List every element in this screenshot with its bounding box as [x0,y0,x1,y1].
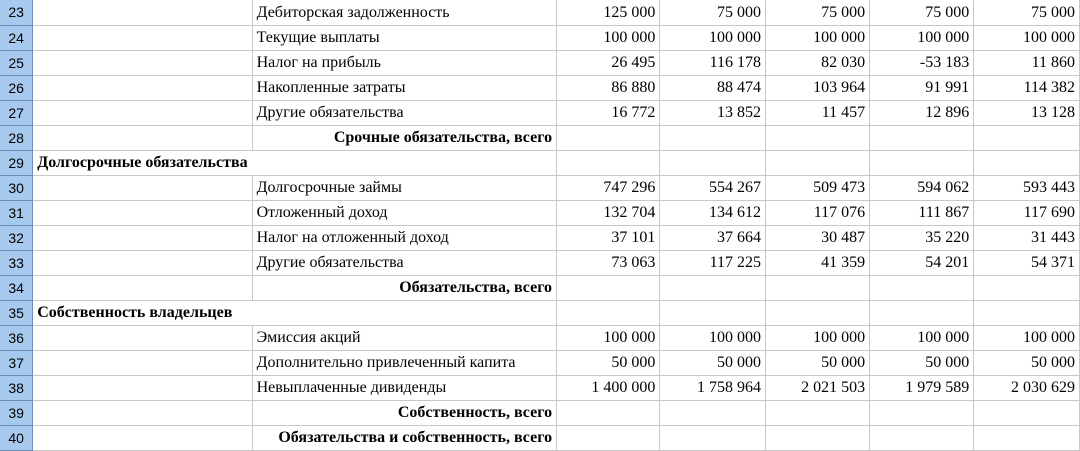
sheet-row [0,201,1080,226]
value-cell[interactable] [974,401,1080,426]
value-cell[interactable] [660,426,766,451]
empty-cell[interactable] [33,126,252,151]
value-cell[interactable]: 31 443 [974,226,1080,251]
value-cell[interactable] [660,126,766,151]
value-cell[interactable]: 11 860 [974,51,1080,76]
empty-cell[interactable] [252,151,556,176]
row-header[interactable]: 26 [0,76,33,101]
sheet-row [0,176,1080,201]
total-label-cell[interactable]: Собственность, всего [252,401,556,426]
value-cell[interactable]: 100 000 [660,26,766,51]
value-cell[interactable]: 100 000 [660,326,766,351]
row-header[interactable]: 37 [0,351,33,376]
value-cell[interactable]: 54 371 [974,251,1080,276]
value-cell[interactable]: 50 000 [870,351,974,376]
empty-cell[interactable] [33,276,252,301]
value-cell[interactable]: 114 382 [974,76,1080,101]
section-header-cell[interactable]: Долгосрочные обязательства [33,151,252,176]
line-label-cell[interactable]: Налог на прибыль [252,51,556,76]
value-cell[interactable] [660,276,766,301]
value-cell[interactable] [557,126,660,151]
value-cell[interactable] [974,426,1080,451]
row-header[interactable]: 25 [0,51,33,76]
value-cell[interactable]: 50 000 [557,351,660,376]
total-label-cell[interactable]: Обязательства, всего [252,276,556,301]
sheet-row [0,351,1080,376]
value-cell[interactable]: 75 000 [660,0,766,26]
row-header[interactable]: 33 [0,251,33,276]
value-cell[interactable]: 100 000 [557,326,660,351]
empty-cell[interactable] [33,426,252,451]
value-cell[interactable] [766,426,870,451]
value-cell[interactable] [870,151,974,176]
empty-cell[interactable] [33,176,252,201]
value-cell[interactable]: 1 979 589 [870,376,974,401]
line-label-cell[interactable]: Эмиссия акций [252,326,556,351]
value-cell[interactable] [766,301,870,326]
value-cell[interactable]: 100 000 [974,26,1080,51]
empty-cell[interactable] [33,201,252,226]
value-cell[interactable]: 100 000 [870,326,974,351]
value-cell[interactable]: 54 201 [870,251,974,276]
empty-cell[interactable] [33,101,252,126]
total-label-cell[interactable]: Срочные обязательства, всего [252,126,556,151]
total-label-cell[interactable]: Обязательства и собственность, всего [252,426,556,451]
value-cell[interactable] [870,401,974,426]
row-header[interactable]: 39 [0,401,33,426]
value-cell[interactable] [870,276,974,301]
sheet-row [0,26,1080,51]
empty-cell[interactable] [33,376,252,401]
line-label-cell[interactable]: Другие обязательства [252,251,556,276]
value-cell[interactable]: 12 896 [870,101,974,126]
value-cell[interactable]: 30 487 [766,226,870,251]
row-header[interactable]: 35 [0,301,33,326]
value-cell[interactable]: 117 225 [660,251,766,276]
value-cell[interactable]: 75 000 [766,0,870,26]
value-cell[interactable]: 50 000 [660,351,766,376]
empty-cell[interactable] [33,76,252,101]
value-cell[interactable]: 37 101 [557,226,660,251]
sheet-row [0,376,1080,401]
value-cell[interactable]: 37 664 [660,226,766,251]
row-header[interactable]: 32 [0,226,33,251]
line-label-cell[interactable]: Другие обязательства [252,101,556,126]
row-header[interactable]: 28 [0,126,33,151]
sheet-row [0,151,1080,176]
sheet-row [0,401,1080,426]
value-cell[interactable] [974,276,1080,301]
value-cell[interactable]: 100 000 [870,26,974,51]
line-label-cell[interactable]: Дебиторская задолженность [252,0,556,26]
value-cell[interactable]: 594 062 [870,176,974,201]
value-cell[interactable]: 100 000 [974,326,1080,351]
sheet-row [0,426,1080,451]
sheet-row [0,0,1080,26]
empty-cell[interactable] [252,301,556,326]
value-cell[interactable]: 11 457 [766,101,870,126]
value-cell[interactable] [974,301,1080,326]
value-cell[interactable]: 50 000 [974,351,1080,376]
sheet-row [0,76,1080,101]
value-cell[interactable] [557,276,660,301]
empty-cell[interactable] [33,326,252,351]
value-cell[interactable]: 75 000 [870,0,974,26]
value-cell[interactable]: -53 183 [870,51,974,76]
section-header-cell[interactable]: Собственность владельцев [33,301,252,326]
value-cell[interactable] [557,426,660,451]
value-cell[interactable] [974,151,1080,176]
row-header[interactable]: 27 [0,101,33,126]
value-cell[interactable]: 100 000 [766,26,870,51]
line-label-cell[interactable]: Текущие выплаты [252,26,556,51]
line-label-cell[interactable]: Дополнительно привлеченный капита [252,351,556,376]
value-cell[interactable] [766,151,870,176]
value-cell[interactable] [660,401,766,426]
row-header[interactable]: 23 [0,0,33,26]
value-cell[interactable] [660,151,766,176]
value-cell[interactable] [974,126,1080,151]
row-header[interactable]: 31 [0,201,33,226]
empty-cell[interactable] [33,251,252,276]
value-cell[interactable]: 111 867 [870,201,974,226]
value-cell[interactable] [557,401,660,426]
value-cell[interactable]: 100 000 [557,26,660,51]
empty-cell[interactable] [33,401,252,426]
value-cell[interactable] [557,151,660,176]
value-cell[interactable]: 593 443 [974,176,1080,201]
value-cell[interactable] [660,301,766,326]
value-cell[interactable]: 50 000 [766,351,870,376]
value-cell[interactable]: 35 220 [870,226,974,251]
value-cell[interactable]: 2 030 629 [974,376,1080,401]
value-cell[interactable]: 41 359 [766,251,870,276]
value-cell[interactable]: 747 296 [557,176,660,201]
value-cell[interactable] [870,126,974,151]
value-cell[interactable]: 82 030 [766,51,870,76]
value-cell[interactable]: 134 612 [660,201,766,226]
value-cell[interactable] [557,301,660,326]
row-header[interactable]: 36 [0,326,33,351]
value-cell[interactable]: 117 076 [766,201,870,226]
empty-cell[interactable] [33,0,252,26]
value-cell[interactable] [766,126,870,151]
value-cell[interactable]: 554 267 [660,176,766,201]
line-label-cell[interactable]: Долгосрочные займы [252,176,556,201]
empty-cell[interactable] [33,351,252,376]
value-cell[interactable]: 13 128 [974,101,1080,126]
value-cell[interactable] [766,401,870,426]
value-cell[interactable]: 100 000 [766,326,870,351]
value-cell[interactable]: 16 772 [557,101,660,126]
value-cell[interactable] [870,301,974,326]
value-cell[interactable]: 103 964 [766,76,870,101]
sheet-row [0,126,1080,151]
sheet-row [0,326,1080,351]
empty-cell[interactable] [33,226,252,251]
row-header[interactable]: 40 [0,426,33,451]
row-header[interactable]: 29 [0,151,33,176]
value-cell[interactable]: 132 704 [557,201,660,226]
sheet-row [0,276,1080,301]
sheet-row [0,101,1080,126]
value-cell[interactable]: 86 880 [557,76,660,101]
sheet-row [0,251,1080,276]
sheet-row [0,51,1080,76]
value-cell[interactable]: 1 758 964 [660,376,766,401]
value-cell[interactable]: 91 991 [870,76,974,101]
sheet-row [0,301,1080,326]
line-label-cell[interactable]: Отложенный доход [252,201,556,226]
value-cell[interactable]: 1 400 000 [557,376,660,401]
value-cell[interactable]: 2 021 503 [766,376,870,401]
line-label-cell[interactable]: Накопленные затраты [252,76,556,101]
value-cell[interactable]: 509 473 [766,176,870,201]
value-cell[interactable]: 73 063 [557,251,660,276]
sheet-row [0,226,1080,251]
value-cell[interactable] [870,426,974,451]
row-header[interactable]: 24 [0,26,33,51]
value-cell[interactable]: 88 474 [660,76,766,101]
empty-cell[interactable] [33,26,252,51]
row-header[interactable]: 38 [0,376,33,401]
value-cell[interactable]: 125 000 [557,0,660,26]
value-cell[interactable]: 26 495 [557,51,660,76]
row-header[interactable]: 30 [0,176,33,201]
value-cell[interactable]: 75 000 [974,0,1080,26]
value-cell[interactable] [766,276,870,301]
value-cell[interactable]: 117 690 [974,201,1080,226]
empty-cell[interactable] [33,51,252,76]
line-label-cell[interactable]: Налог на отложенный доход [252,226,556,251]
value-cell[interactable]: 13 852 [660,101,766,126]
row-header[interactable]: 34 [0,276,33,301]
value-cell[interactable]: 116 178 [660,51,766,76]
line-label-cell[interactable]: Невыплаченные дивиденды [252,376,556,401]
